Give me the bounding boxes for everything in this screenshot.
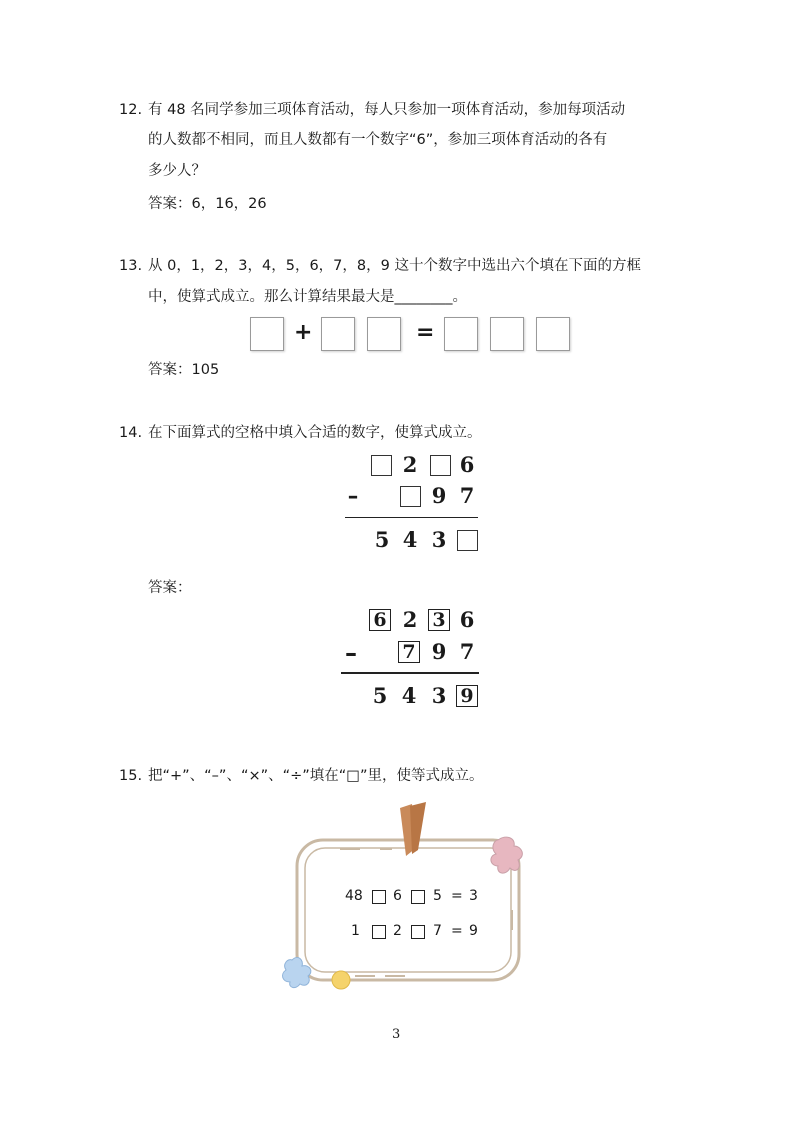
digit: 3 [431, 683, 447, 708]
eq2-term: 7 [433, 923, 442, 939]
eq1-term: 48 [345, 888, 363, 904]
answer-box [250, 317, 284, 351]
filled-box: 3 [428, 609, 450, 631]
eq1-result: 3 [469, 888, 478, 904]
operator-box [372, 890, 386, 904]
eq2-equals: = [451, 923, 463, 939]
q13-line-1: 从 0，1，2，3，4，5，6，7，8，9 这十个数字中选出六个填在下面的方框 [148, 258, 641, 274]
blank-box [371, 455, 392, 476]
q12-number: 12. [119, 102, 143, 118]
yellow-dot-icon [332, 971, 350, 989]
q15-line: 把“+”、“–”、“×”、“÷”填在“□”里，使等式成立。 [148, 768, 484, 784]
q13-line-2: 中，使算式成立。那么计算结果最大是________。 [148, 289, 467, 305]
q12-line-1: 有 48 名同学参加三项体育活动，每人只参加一项体育活动，参加每项活动 [148, 102, 626, 118]
answer-box [367, 317, 401, 351]
answer-box [536, 317, 570, 351]
digit: 6 [459, 452, 475, 477]
sum-line [341, 672, 479, 674]
pink-blob-icon [491, 837, 522, 873]
eq1-equals: = [451, 888, 463, 904]
q13-answer: 答案：105 [148, 362, 220, 378]
eq2-term: 2 [393, 923, 402, 939]
q12-answer: 答案：6，16，26 [148, 196, 267, 212]
minus-sign: – [345, 639, 357, 667]
operator-box [411, 890, 425, 904]
answer-box [444, 317, 478, 351]
eq1-term: 6 [393, 888, 402, 904]
q12-line-2: 的人数都不相同，而且人数都有一个数字“6”，参加三项体育活动的各有 [148, 132, 608, 148]
eq2-result: 9 [469, 923, 478, 939]
digit: 4 [402, 527, 418, 552]
eq1-term: 5 [433, 888, 442, 904]
blue-blob-icon [283, 958, 311, 988]
operator-box [411, 925, 425, 939]
decorative-frame [280, 800, 530, 995]
eq2-term: 1 [351, 923, 360, 939]
blank-box [400, 486, 421, 507]
digit: 7 [459, 639, 475, 664]
operator-box [372, 925, 386, 939]
digit: 5 [372, 683, 388, 708]
digit: 2 [402, 452, 418, 477]
minus-sign: – [347, 484, 359, 508]
sum-line [345, 517, 478, 518]
q14-line: 在下面算式的空格中填入合适的数字，使算式成立。 [148, 425, 482, 441]
blank-box [430, 455, 451, 476]
q12-line-3: 多少人？ [148, 163, 206, 179]
plus-sign: + [294, 320, 313, 345]
q15-number: 15. [119, 768, 143, 784]
frame-illustration [280, 800, 530, 995]
digit: 2 [402, 607, 418, 632]
blank-box [457, 530, 478, 551]
digit: 5 [374, 527, 390, 552]
digit: 9 [431, 639, 447, 664]
filled-box: 7 [398, 641, 420, 663]
digit: 9 [431, 483, 447, 508]
answer-box [321, 317, 355, 351]
q14-number: 14. [119, 425, 143, 441]
filled-box: 9 [456, 685, 478, 707]
equals-sign: = [416, 320, 435, 345]
digit: 7 [459, 483, 475, 508]
digit: 6 [459, 607, 475, 632]
digit: 4 [401, 683, 417, 708]
filled-box: 6 [369, 609, 391, 631]
page-number: 3 [392, 1027, 401, 1042]
q14-answer-label: 答案： [148, 580, 192, 596]
q13-number: 13. [119, 258, 143, 274]
digit: 3 [431, 527, 447, 552]
answer-box [490, 317, 524, 351]
